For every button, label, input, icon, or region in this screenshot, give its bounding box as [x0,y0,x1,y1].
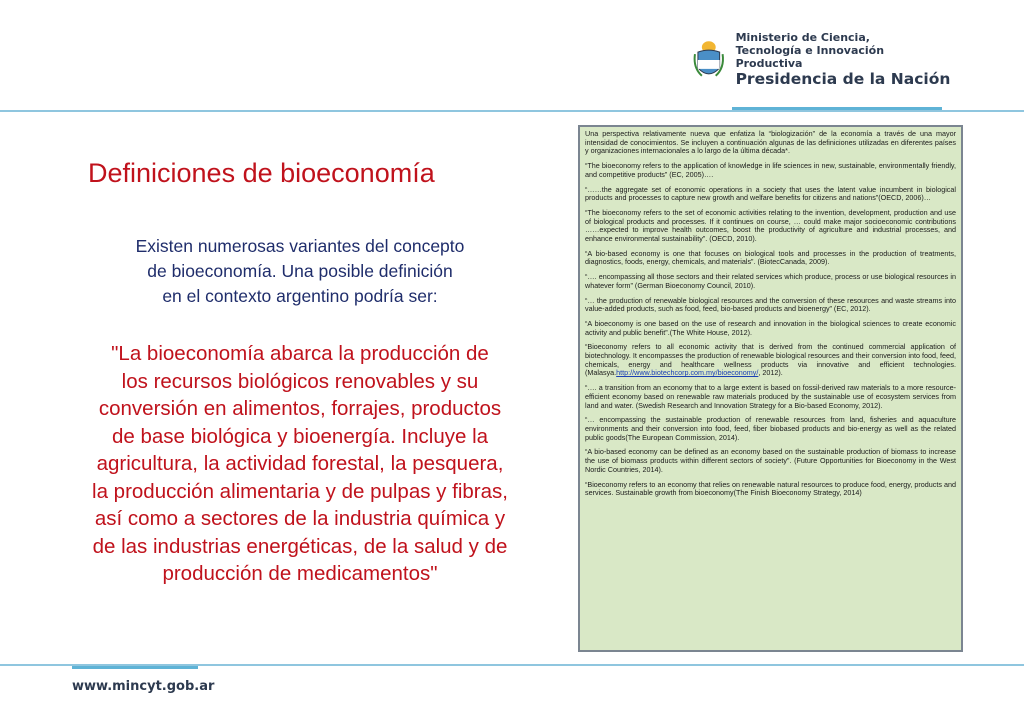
quote-line: de las industrias energéticas, de la salud y de [92,534,508,558]
definition-item: “…. a transition from an economy that to a large extent is based on fossil-derived raw materials to a more resource-efficient economy based on renewable raw materials produced by the sustainable use of ecosystem services from land and water. (Swedish Research and Innovation Strategy for a Bio-based Economy, 2012). [585,383,956,410]
ministry-line-2: Tecnología e Innovación Productiva [735,44,885,70]
quote-line: así como a sectores de la industria química y [94,507,506,530]
intro-line: Existen numerosas variantes del concepto [135,236,465,256]
definition-item-malaysia [585,343,956,378]
quote-line: "La bioeconomía abarca la producción de [111,342,489,365]
definition-item: “…. encompassing all those sectors and their related services which produce, process or use biological resources in whatever form” (German Bioeconomy Council, 2010). [585,272,956,290]
quote-line: de base biológica y bioenergía. Incluye la [111,424,489,448]
definitions-intro: Una perspectiva relativamente nueva que enfatiza la “biologización” de la economía a través de una mayor intensidad de conocimientos. Se incluyen a continuación algunas de las definiciones utilizadas en diferentes países y organizaciones internacionales a lo largo de la última década*. [585,129,956,156]
definition-item: “The bioeconomy refers to the set of economic activities relating to the invention, development, production and use of biological products and processes. If it continues on course, … could make major socioeconomic contributions ……expected to improve health outcomes, boost the productivity of agriculture and industrial processes, and enhance environmental sustainability”. (OECD, 2010). [585,207,956,244]
definition-quote [40,340,560,588]
footer-divider-accent [72,666,198,669]
ministry-logo [692,32,952,88]
definition-item: “A bio-based economy can be defined as an economy based on the sustainable production of biomass to increase the use of biomass products within different sectors of society”. (Future Opportunities for Bioeconomy in the West Nordic Countries, 2014). [585,447,956,474]
quote-line: producción de medicamentos" [162,562,438,585]
slide-title: Definiciones de bioeconomía [88,158,435,188]
definition-item: “The bioeconomy refers to the application of knowledge in life sciences in new, sustainable, environmentally friendly, and competitive products” (EC, 2005)…. [585,161,956,179]
ministry-name [736,31,952,89]
ministry-line-3: Presidencia de la Nación [735,70,951,88]
quote-line: los recursos biológicos renovables y su [121,369,479,393]
coat-of-arms-icon [692,38,726,82]
quote-line: agricultura, la actividad forestal, la pesquera, [96,452,504,475]
ministry-line-1: Ministerio de Ciencia, [735,31,870,44]
quote-line: la producción alimentaria y de pulpas y fibras, [92,479,508,503]
definition-text: “Bioeconomy refers to all economic activity that is derived from the continued commercial application of biotechnology. It encompasses the production of renewable biological resources and their conversion into food, feed, chemicals, energy and healthcare wellness products via innovative and efficient technologies.(Malasya. [585,342,956,378]
intro-line: en el contexto argentino podría ser: [162,286,438,306]
definition-tail: , 2012). [758,368,783,378]
quote-line: conversión en alimentos, forrajes, productos [98,397,502,420]
definition-item: “……the aggregate set of economic operations in a society that uses the latent value incumbent in biological products and processes to capture new growth and welfare benefits for citizens and nations”(OECD, 2006)… [585,184,956,203]
definitions-box [578,125,963,652]
intro-line: de bioeconomía. Una posible definición [147,261,453,281]
biotechcorp-link[interactable]: http://www.biotechcorp.com.my/bioeconomy/ [616,368,759,378]
header-divider [0,110,1024,112]
definition-item: “A bio-based economy is one that focuses on biological tools and processes in the production of treatments, diagnostics, foods, energy, chemicals, and materials”. (BiotecCanada, 2009). [585,248,956,267]
definition-item: “… the production of renewable biological resources and the conversion of these resources and waste streams into value-added products, such as food, feed, bio-based products and bioenergy” (EC, 2012). [585,295,956,314]
definition-item: “Bioeconomy refers to an economy that relies on renewable natural resources to produce food, energy, products and services. Sustainable growth from bioeconomy(The Finish Bioeconomy Strategy, 2014) [585,479,956,498]
intro-text [60,234,540,309]
footer-url[interactable]: www.mincyt.gob.ar [72,679,215,694]
header-divider-accent [732,107,942,110]
definition-item: “… encompassing the sustainable production of renewable resources from land, fisheries and aquaculture environments and their conversion into food, feed, fiber biobased products and bio-energy as well as the related public goods(The European Commission, 2014). [585,415,956,442]
definition-item: “A bioeconomy is one based on the use of research and innovation in the biological sciences to create economic activity and public benefit”.(The White House, 2012). [585,318,956,337]
